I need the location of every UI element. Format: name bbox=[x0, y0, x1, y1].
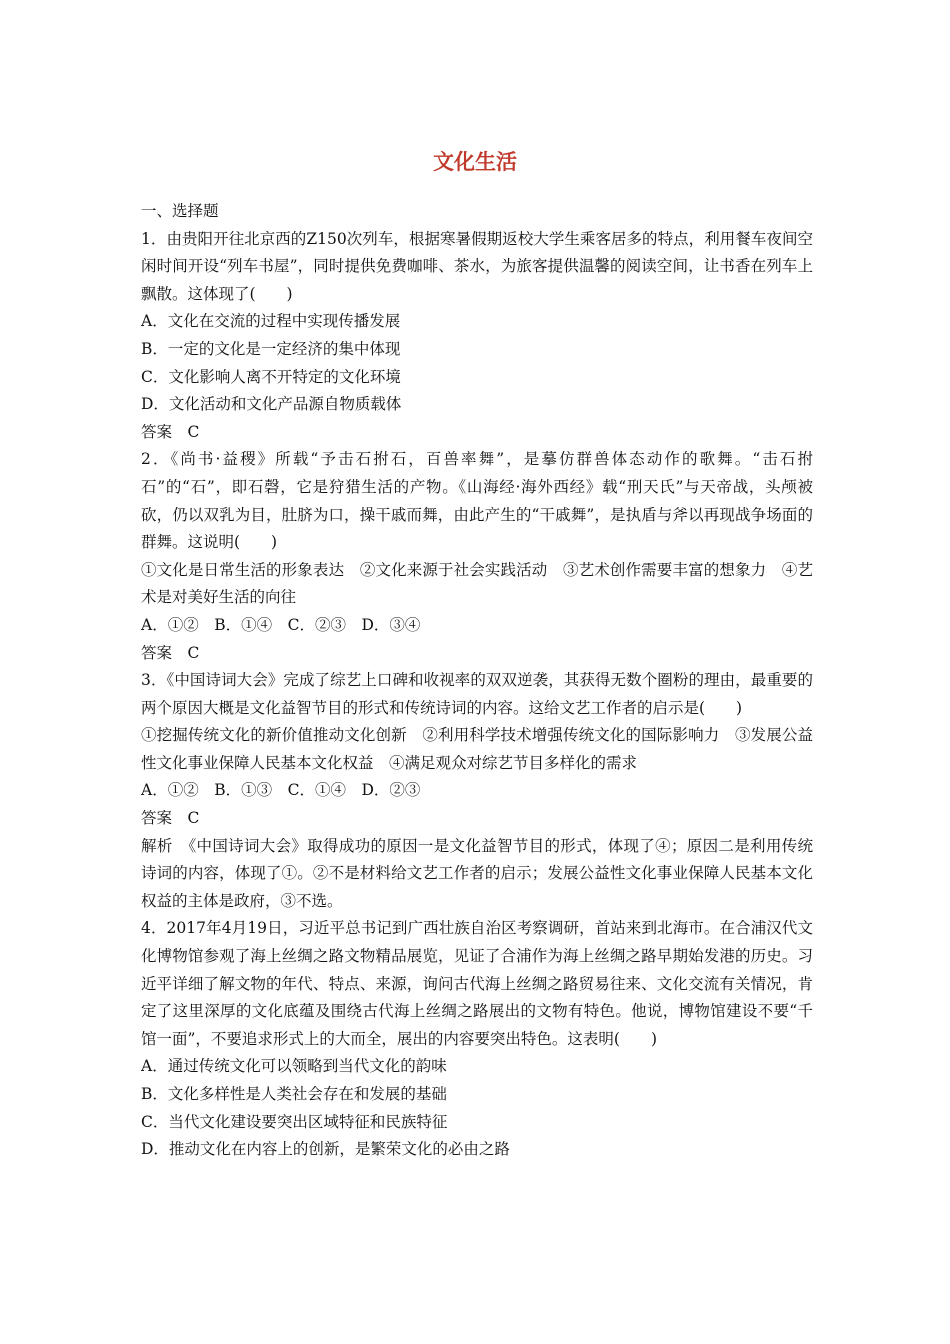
question-stem: 3．《中国诗词大会》完成了综艺上口碑和收视率的双双逆袭，其获得无数个圈粉的理由，最重要的两个原因大概是文化益智节目的形式和传统诗词的内容。这给文艺工作者的启示是( ) bbox=[141, 671, 813, 717]
option-d: D．推动文化在内容上的创新，是繁荣文化的必由之路 bbox=[141, 1140, 510, 1159]
statement-list: ①挖掘传统文化的新价值推动文化创新 ②利用科学技术增强传统文化的国际影响力 ③发展公益性文化事业保障人民基本文化权益 ④满足观众对综艺节目多样化的需求 bbox=[141, 726, 813, 772]
question-stem: 1．由贵阳开往北京西的Z150次列车，根据寒暑假期返校大学生乘客居多的特点，利用餐车夜间空闲时间开设“列车书屋”，同时提供免费咖啡、茶水，为旅客提供温馨的阅读空间，让书香在列车上飘散。这体现了( ) bbox=[141, 229, 813, 303]
option-d: D．文化活动和文化产品源自物质载体 bbox=[141, 395, 402, 414]
answer: 答案 C bbox=[141, 809, 200, 828]
option-b: B．文化多样性是人类社会存在和发展的基础 bbox=[141, 1085, 447, 1103]
answer: 答案 C bbox=[141, 422, 200, 441]
section-heading: 一、选择题 bbox=[141, 202, 219, 220]
question-3 bbox=[141, 667, 813, 915]
choice-list: A．①② B．①④ C．②③ D．③④ bbox=[141, 615, 421, 634]
analysis: 解析 《中国诗词大会》取得成功的原因一是文化益智节目的形式，体现了④；原因二是利用传统诗词的内容，体现了①。②不是材料给文艺工作者的启示；发展公益性文化事业保障人民基本文化权益的主体是政府，③不选。 bbox=[141, 836, 813, 910]
option-b: B．一定的文化是一定经济的集中体现 bbox=[141, 339, 401, 358]
option-c: C．文化影响人离不开特定的文化环境 bbox=[141, 367, 401, 386]
option-a: A．文化在交流的过程中实现传播发展 bbox=[141, 312, 401, 331]
option-a: A．通过传统文化可以领略到当代文化的韵味 bbox=[141, 1057, 447, 1076]
question-2 bbox=[141, 446, 813, 667]
document-body bbox=[141, 198, 813, 1164]
answer: 答案 C bbox=[141, 643, 200, 662]
option-c: C．当代文化建设要突出区域特征和民族特征 bbox=[141, 1112, 448, 1131]
page-title: 文化生活 bbox=[433, 150, 517, 174]
choice-list: A．①② B．①③ C．①④ D．②③ bbox=[141, 781, 421, 800]
question-1 bbox=[141, 226, 813, 447]
question-4 bbox=[141, 915, 813, 1163]
question-stem: 4．2017年4月19日，习近平总书记到广西壮族自治区考察调研，首站来到北海市。在合浦汉代文化博物馆参观了海上丝绸之路文物精品展览，见证了合浦作为海上丝绸之路早期始发港的历史。习近平详细了解文物的年代、特点、来源，询问古代海上丝绸之路贸易往来、文化交流有关情况，肯定了这里深厚的文化底蕴及围绕古代海上丝绸之路展出的文物有特色。他说，博物馆建设不要“千馆一面”，不要追求形式上的大而全，展出的内容要突出特色。这表明( ) bbox=[141, 919, 813, 1048]
statement-list: ①文化是日常生活的形象表达 ②文化来源于社会实践活动 ③艺术创作需要丰富的想象力 ④艺术是对美好生活的向往 bbox=[141, 560, 813, 607]
question-stem: 2．《尚书·益稷》所载“予击石拊石，百兽率舞”，是摹仿群兽体态动作的歌舞。“击石拊石”的“石”，即石磬，它是狩猎生活的产物。《山海经·海外西经》载“刑天氏”与天帝战，头颅被砍，仍以双乳为目，肚脐为口，操干戚而舞，由此产生的“干戚舞”，是执盾与斧以再现战争场面的群舞。这说明( ) bbox=[141, 450, 813, 552]
